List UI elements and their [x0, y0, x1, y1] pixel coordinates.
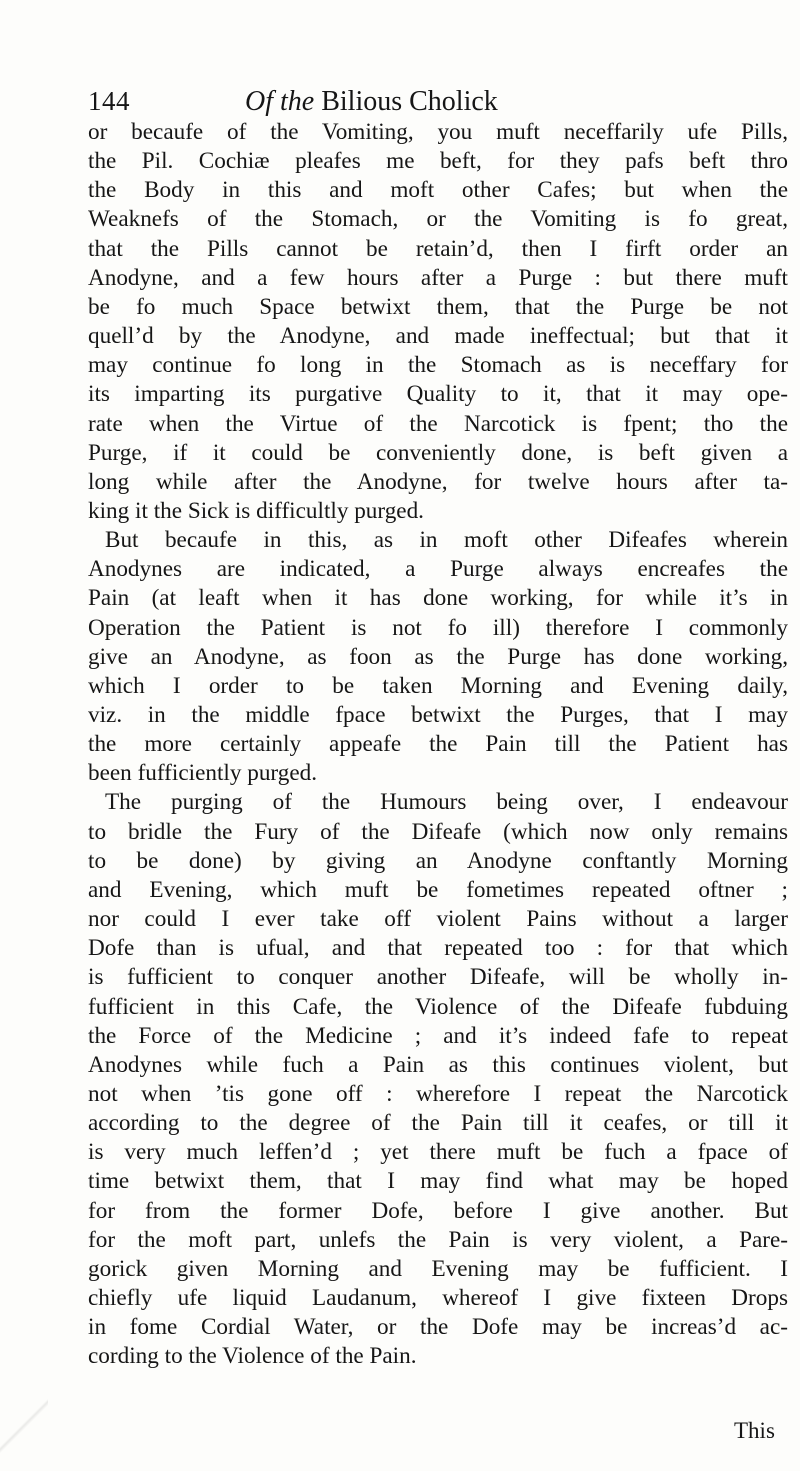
- text-line: long while after the Anodyne, for twelve hours after ta-: [88, 468, 788, 495]
- text-line: give an Anodyne, as foon as the Purge has done working,: [88, 643, 788, 670]
- text-line: or becaufe of the Vomiting, you muft neceffarily ufe Pills,: [88, 119, 788, 145]
- text-line: Operation the Patient is not fo ill) therefore I commonly: [88, 614, 788, 641]
- text-line: the more certainly appeafe the Pain till the Patient has: [88, 731, 788, 758]
- text-line: the Pil. Cochiæ pleafes me beft, for they pafs beft thro: [88, 148, 788, 175]
- text-line: Weaknefs of the Stomach, or the Vomiting is fo great,: [88, 206, 788, 233]
- text-line: its imparting its purgative Quality to it, that it may ope-: [88, 381, 788, 408]
- text-line: chiefly ufe liquid Laudanum, whereof I give fixteen Drops: [88, 1285, 788, 1311]
- text-line: Dofe than is ufual, and that repeated too : for that which: [88, 935, 788, 962]
- text-line: the Body in this and moft other Cafes; but when the: [88, 177, 788, 204]
- text-line: Anodyne, and a few hours after a Purge : but there muft: [88, 264, 788, 291]
- running-title-roman: Bilious Cholick: [314, 86, 498, 117]
- text-line: Pain (at leaft when it has done working, for while it’s in: [88, 585, 788, 612]
- text-line: which I order to be taken Morning and Evening daily,: [88, 672, 788, 699]
- text-line: may continue fo long in the Stomach as is neceffary for: [88, 352, 788, 379]
- text-line: is very much leffen’d ; yet there muft be fuch a fpace of: [88, 1139, 788, 1166]
- text-line: rate when the Virtue of the Narcotick is fpent; tho the: [88, 410, 788, 437]
- text-line: for from the former Dofe, before I give another. But: [88, 1197, 788, 1224]
- catchword: This: [734, 1418, 775, 1443]
- text-line: Anodynes while fuch a Pain as this continues violent, but: [88, 1051, 788, 1078]
- text-line: quell’d by the Anodyne, and made ineffectual; but that it: [88, 323, 788, 350]
- text-line: and Evening, which muft be fometimes repeated oftner ;: [88, 876, 788, 903]
- text-line: to bridle the Fury of the Difeafe (which now only remains: [88, 818, 788, 845]
- text-line: not when ’tis gone off : wherefore I repeat the Narcotick: [88, 1080, 788, 1107]
- text-line: is fufficient to conquer another Difeafe, will be wholly in-: [88, 964, 788, 991]
- text-line: that the Pills cannot be retain’d, then I firft order an: [88, 235, 788, 262]
- text-line: to be done) by giving an Anodyne conftantly Morning: [88, 847, 788, 874]
- text-line: be fo much Space betwixt them, that the Purge be not: [88, 293, 788, 320]
- text-line: Purge, if it could be conveniently done, is beft given a: [88, 439, 788, 466]
- text-line: been fufficiently purged.: [88, 760, 318, 787]
- text-line: But becaufe in this, as in moft other Difeafes wherein: [105, 527, 788, 554]
- text-line: viz. in the middle fpace betwixt the Purges, that I may: [88, 702, 788, 728]
- text-line: for the moft part, unlefs the Pain is very violent, a Pare-: [88, 1226, 788, 1253]
- running-title: [245, 86, 498, 118]
- page-number: 144: [88, 86, 130, 116]
- running-title-italic: Of the: [245, 86, 315, 117]
- text-line: cording to the Violence of the Pain.: [88, 1343, 417, 1370]
- text-line: the Force of the Medicine ; and it’s indeed fafe to repeat: [88, 1022, 788, 1049]
- text-line: nor could I ever take off violent Pains without a larger: [88, 906, 788, 933]
- text-line: king it the Sick is difficultly purged.: [88, 497, 424, 524]
- text-line: Anodynes are indicated, a Purge always encreafes the: [88, 556, 788, 583]
- text-line: according to the degree of the Pain till it ceafes, or till it: [88, 1110, 788, 1137]
- text-line: fufficient in this Cafe, the Violence of the Difeafe fubduing: [88, 993, 788, 1020]
- scan-shadow: [0, 1380, 48, 1471]
- text-line: time betwixt them, that I may find what may be hoped: [88, 1168, 788, 1195]
- text-line: in fome Cordial Water, or the Dofe may be increas’d ac-: [88, 1314, 788, 1341]
- text-line: The purging of the Humours being over, I endeavour: [105, 789, 788, 816]
- text-line: gorick given Morning and Evening may be fufficient. I: [88, 1255, 788, 1282]
